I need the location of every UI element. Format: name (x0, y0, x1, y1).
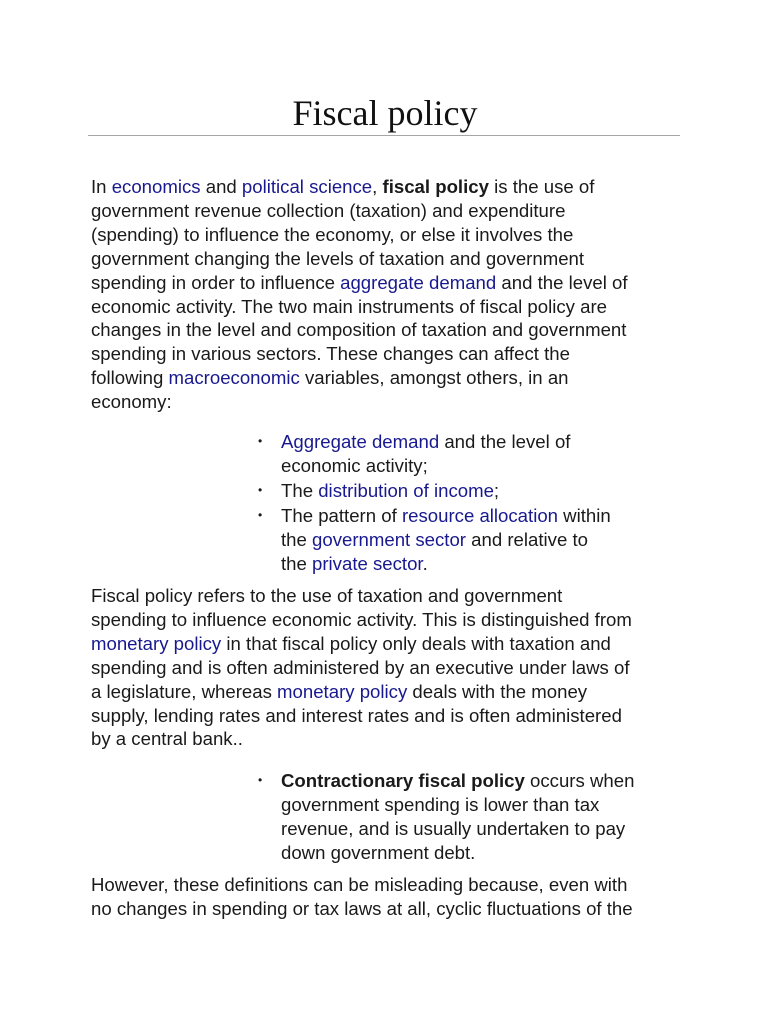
text-run: , (372, 176, 383, 197)
link-private-sector[interactable]: private sector (312, 553, 423, 575)
text-line (91, 175, 691, 199)
text-line (281, 769, 678, 793)
bold-term-contractionary: Contractionary fiscal policy (281, 770, 525, 791)
link-distribution-of-income[interactable]: distribution of income (318, 480, 494, 502)
text-run: and the level of (439, 431, 571, 452)
bullet-icon: • (258, 483, 263, 498)
bullet-icon: • (258, 773, 263, 787)
text-run: deals with the money (407, 680, 588, 702)
text-line: revenue, and is usually undertaken to pay (281, 817, 626, 839)
text-line (91, 680, 691, 704)
link-aggregate-demand[interactable]: aggregate demand (340, 271, 497, 293)
text-line: economy: (91, 391, 172, 413)
text-run: following (91, 367, 169, 389)
link-monetary-policy[interactable]: monetary policy (277, 680, 408, 702)
text-line: economic activity; (281, 454, 428, 476)
text-line (281, 528, 678, 552)
text-run: The pattern of (281, 505, 402, 527)
text-line (91, 366, 691, 390)
link-macroeconomic[interactable]: macroeconomic (168, 367, 300, 389)
text-run: The (281, 480, 319, 502)
link-political-science[interactable]: political science (241, 176, 373, 197)
text-line: changes in the level and composition of taxation and government (91, 319, 627, 341)
text-line: by a central bank.. (91, 728, 243, 750)
text-line (281, 504, 678, 528)
list-item (258, 430, 678, 478)
text-run: variables, amongst others, in an (299, 367, 569, 389)
text-run: and relative to (466, 529, 588, 551)
text-run: the (281, 529, 313, 551)
text-line: Fiscal policy refers to the use of taxation and government (91, 585, 563, 606)
article-title: Fiscal policy (292, 93, 478, 133)
text-line: However, these definitions can be misleading because, even with (91, 874, 628, 895)
text-run: spending in order to influence (91, 271, 341, 293)
text-line: economic activity. The two main instruments of fiscal policy are (91, 295, 608, 317)
bold-term-fiscal-policy: fiscal policy (382, 176, 489, 197)
text-line: spending in various sectors. These changes can affect the (91, 343, 570, 365)
macro-variables-list (258, 430, 678, 577)
text-run: occurs when (524, 770, 635, 791)
link-government-sector[interactable]: government sector (312, 529, 467, 551)
caveat-paragraph (91, 873, 691, 921)
text-run: a legislature, whereas (91, 680, 278, 702)
text-line: government spending is lower than tax (281, 793, 600, 815)
text-run: in that fiscal policy only deals with taxation and (221, 632, 611, 654)
text-run: is the use of (488, 176, 595, 197)
intro-paragraph (91, 175, 691, 414)
text-line: (spending) to influence the economy, or else it involves the (91, 223, 574, 245)
bullet-icon: • (258, 508, 263, 523)
text-run: the (281, 553, 313, 575)
text-line: government changing the levels of taxation and government (91, 247, 585, 269)
text-run: . (422, 553, 428, 575)
bullet-icon: • (258, 434, 263, 448)
text-line (281, 552, 678, 576)
text-line: down government debt. (281, 841, 476, 863)
link-monetary-policy[interactable]: monetary policy (91, 632, 222, 654)
text-line: government revenue collection (taxation) and expenditure (91, 199, 566, 221)
text-run: within (558, 505, 611, 527)
link-aggregate-demand[interactable]: Aggregate demand (281, 431, 440, 452)
text-run: ; (493, 480, 500, 502)
list-item (258, 769, 678, 865)
text-line: supply, lending rates and interest rates and is often administered (91, 704, 622, 726)
text-line: spending and is often administered by an executive under laws of (91, 656, 630, 678)
text-line (281, 430, 678, 454)
text-line (91, 271, 691, 295)
title-divider (88, 135, 680, 136)
link-economics[interactable]: economics (111, 176, 201, 197)
text-line: spending to influence economic activity. This is distinguished from (91, 608, 632, 630)
text-run: In (91, 176, 112, 197)
text-line: no changes in spending or tax laws at all, cyclic fluctuations of the (91, 897, 633, 919)
list-item (258, 479, 678, 503)
link-resource-allocation[interactable]: resource allocation (401, 505, 559, 527)
text-run: and (200, 176, 242, 197)
text-line (91, 632, 691, 656)
list-item (258, 504, 678, 576)
definition-paragraph (91, 584, 691, 751)
contractionary-policy-list (258, 769, 678, 866)
text-run: and the level of (496, 271, 628, 293)
text-line (281, 479, 678, 503)
